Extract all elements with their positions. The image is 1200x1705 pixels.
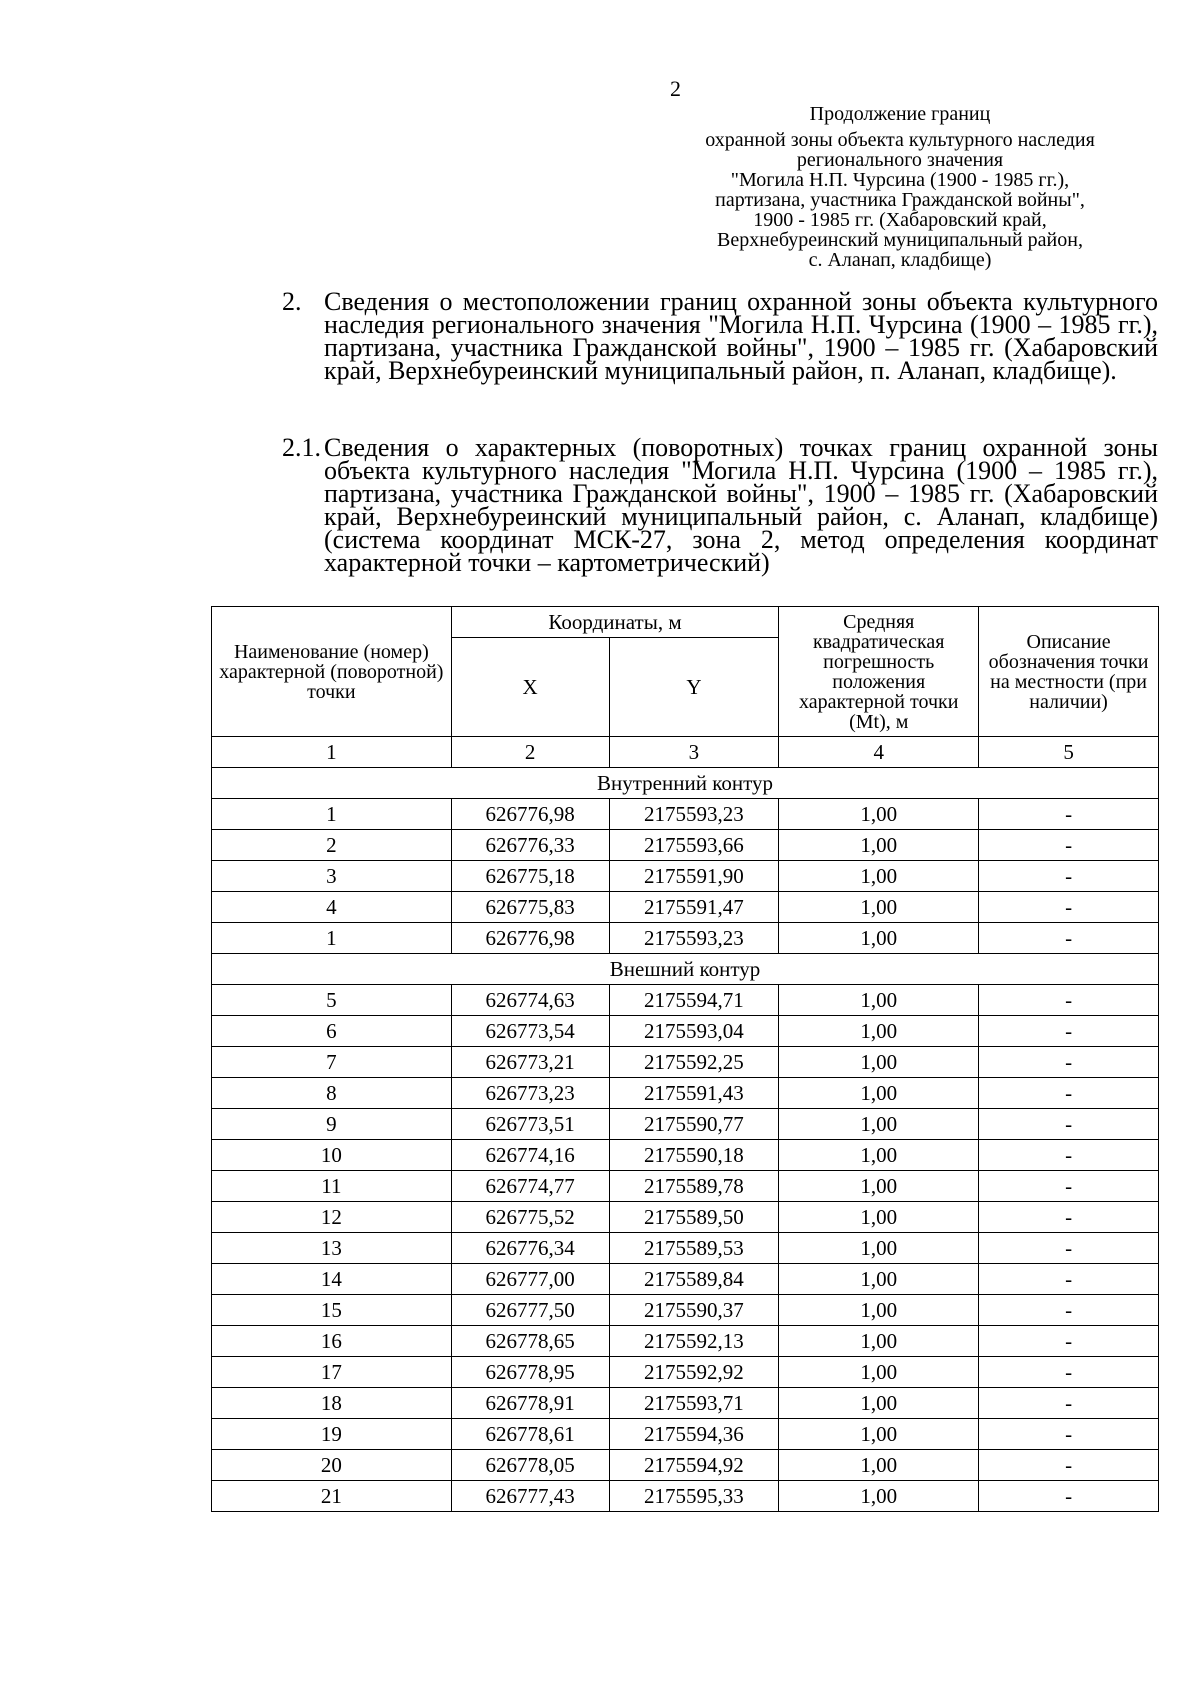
description-cell: -	[979, 923, 1159, 954]
column-number: 1	[212, 737, 452, 768]
y-coordinate-cell: 2175590,37	[609, 1295, 779, 1326]
error-cell: 1,00	[779, 1047, 979, 1078]
x-coordinate-cell: 626773,51	[451, 1109, 609, 1140]
y-coordinate-cell: 2175592,13	[609, 1326, 779, 1357]
table-row	[212, 1450, 1159, 1481]
point-number-cell: 4	[212, 892, 452, 923]
table-row	[212, 1481, 1159, 1512]
point-number-cell: 1	[212, 799, 452, 830]
y-coordinate-cell: 2175595,33	[609, 1481, 779, 1512]
point-number-cell: 6	[212, 1016, 452, 1047]
x-coordinate-cell: 626775,18	[451, 861, 609, 892]
outer-contour-label: Внешний контур	[212, 954, 1159, 985]
description-cell: -	[979, 985, 1159, 1016]
point-number-cell: 21	[212, 1481, 452, 1512]
table-row	[212, 1264, 1159, 1295]
x-coordinate-cell: 626778,05	[451, 1450, 609, 1481]
x-coordinate-cell: 626776,34	[451, 1233, 609, 1264]
error-cell: 1,00	[779, 1016, 979, 1047]
page-number: 2	[670, 76, 681, 101]
y-coordinate-cell: 2175593,04	[609, 1016, 779, 1047]
header-line: "Могила Н.П. Чурсина (1900 - 1985 гг.),	[730, 169, 1070, 191]
table-row	[212, 799, 1159, 830]
point-number-cell: 14	[212, 1264, 452, 1295]
header-line: Верхнебуреинский муниципальный район,	[717, 229, 1083, 251]
description-cell: -	[979, 1481, 1159, 1512]
point-number-cell: 12	[212, 1202, 452, 1233]
table-row	[212, 830, 1159, 861]
y-coordinate-cell: 2175594,71	[609, 985, 779, 1016]
x-coordinate-cell: 626776,33	[451, 830, 609, 861]
section-2-paragraph	[282, 287, 1158, 385]
error-cell: 1,00	[779, 1295, 979, 1326]
x-coordinate-cell: 626774,63	[451, 985, 609, 1016]
description-cell: -	[979, 1450, 1159, 1481]
description-cell: -	[979, 1264, 1159, 1295]
header-line: регионального значения	[796, 149, 1004, 171]
y-coordinate-cell: 2175592,25	[609, 1047, 779, 1078]
point-number-cell: 13	[212, 1233, 452, 1264]
description-cell: -	[979, 861, 1159, 892]
point-number-cell: 10	[212, 1140, 452, 1171]
contour-row	[212, 768, 1159, 799]
point-number-cell: 20	[212, 1450, 452, 1481]
y-coordinate-cell: 2175594,36	[609, 1419, 779, 1450]
section-2-1-number: 2.1.	[282, 433, 321, 462]
table-row	[212, 1326, 1159, 1357]
point-number-cell: 11	[212, 1171, 452, 1202]
x-coordinate-cell: 626775,83	[451, 892, 609, 923]
table-row	[212, 1078, 1159, 1109]
y-coordinate-cell: 2175592,92	[609, 1357, 779, 1388]
error-cell: 1,00	[779, 1078, 979, 1109]
y-coordinate-cell: 2175589,84	[609, 1264, 779, 1295]
point-number-cell: 5	[212, 985, 452, 1016]
description-cell: -	[979, 1047, 1159, 1078]
x-coordinate-cell: 626774,77	[451, 1171, 609, 1202]
error-cell: 1,00	[779, 985, 979, 1016]
description-cell: -	[979, 892, 1159, 923]
description-cell: -	[979, 1233, 1159, 1264]
column-number: 2	[451, 737, 609, 768]
error-cell: 1,00	[779, 892, 979, 923]
error-cell: 1,00	[779, 1450, 979, 1481]
point-number-cell: 7	[212, 1047, 452, 1078]
x-coordinate-cell: 626773,21	[451, 1047, 609, 1078]
table-row	[212, 1388, 1159, 1419]
description-cell: -	[979, 1388, 1159, 1419]
header-point-name: Наименование (номер) характерной (поворотной) точки	[212, 607, 452, 737]
x-coordinate-cell: 626774,16	[451, 1140, 609, 1171]
point-number-cell: 15	[212, 1295, 452, 1326]
error-cell: 1,00	[779, 830, 979, 861]
x-coordinate-cell: 626778,61	[451, 1419, 609, 1450]
description-cell: -	[979, 1016, 1159, 1047]
section-2-1-text: Сведения о характерных (поворотных) точках границ охранной зоны объекта культурного наследия "Могила Н.П. Чурсина (1900 – 1985 гг.), партизана, участника Гражданской войны", 1900 – 1985 гг. (Хабаровский край, Верхнебуреинский муниципальный район, с. Аланап, кладбище) (система координат МСК-27, зона 2, метод определения координат характерной точки – картометрический)	[324, 433, 1158, 577]
y-coordinate-cell: 2175591,90	[609, 861, 779, 892]
table-row	[212, 1419, 1159, 1450]
contour-row	[212, 954, 1159, 985]
table-row	[212, 1295, 1159, 1326]
point-number-cell: 17	[212, 1357, 452, 1388]
table-row	[212, 861, 1159, 892]
error-cell: 1,00	[779, 1357, 979, 1388]
table-body	[212, 768, 1159, 1512]
y-coordinate-cell: 2175589,50	[609, 1202, 779, 1233]
error-cell: 1,00	[779, 1388, 979, 1419]
error-cell: 1,00	[779, 1419, 979, 1450]
header-line: с. Аланап, кладбище)	[808, 249, 992, 271]
table-row	[212, 1357, 1159, 1388]
header-x: X	[451, 638, 609, 737]
column-number: 3	[609, 737, 779, 768]
y-coordinate-cell: 2175591,43	[609, 1078, 779, 1109]
x-coordinate-cell: 626775,52	[451, 1202, 609, 1233]
description-cell: -	[979, 1078, 1159, 1109]
error-cell: 1,00	[779, 861, 979, 892]
table-row	[212, 1171, 1159, 1202]
description-cell: -	[979, 1295, 1159, 1326]
error-cell: 1,00	[779, 1109, 979, 1140]
x-coordinate-cell: 626776,98	[451, 923, 609, 954]
column-number: 5	[979, 737, 1159, 768]
column-number: 4	[779, 737, 979, 768]
description-cell: -	[979, 799, 1159, 830]
x-coordinate-cell: 626777,43	[451, 1481, 609, 1512]
description-cell: -	[979, 1109, 1159, 1140]
header-line: охранной зоны объекта культурного наследия	[705, 129, 1095, 151]
y-coordinate-cell: 2175591,47	[609, 892, 779, 923]
error-cell: 1,00	[779, 1140, 979, 1171]
section-2-1-paragraph	[282, 433, 1158, 577]
error-cell: 1,00	[779, 1233, 979, 1264]
header-coordinates: Координаты, м	[451, 607, 779, 638]
description-cell: -	[979, 1202, 1159, 1233]
table-row	[212, 1140, 1159, 1171]
table-row	[212, 985, 1159, 1016]
x-coordinate-cell: 626777,00	[451, 1264, 609, 1295]
x-coordinate-cell: 626778,95	[451, 1357, 609, 1388]
y-coordinate-cell: 2175589,53	[609, 1233, 779, 1264]
table-row	[212, 1016, 1159, 1047]
point-number-cell: 19	[212, 1419, 452, 1450]
header-y: Y	[609, 638, 779, 737]
section-2-number: 2.	[282, 287, 302, 316]
x-coordinate-cell: 626778,91	[451, 1388, 609, 1419]
y-coordinate-cell: 2175594,92	[609, 1450, 779, 1481]
point-number-cell: 3	[212, 861, 452, 892]
y-coordinate-cell: 2175593,71	[609, 1388, 779, 1419]
point-number-cell: 16	[212, 1326, 452, 1357]
header-line: партизана, участника Гражданской войны",	[715, 189, 1085, 211]
description-cell: -	[979, 1326, 1159, 1357]
description-cell: -	[979, 1140, 1159, 1171]
header-description: Описание обозначения точки на местности (при наличии)	[979, 607, 1159, 737]
error-cell: 1,00	[779, 1202, 979, 1233]
point-number-cell: 2	[212, 830, 452, 861]
inner-contour-label: Внутренний контур	[212, 768, 1159, 799]
header-title: Продолжение границ	[809, 103, 991, 125]
header-error: Средняя квадратическая погрешность положения характерной точки (Mt), м	[779, 607, 979, 737]
description-cell: -	[979, 1419, 1159, 1450]
y-coordinate-cell: 2175590,18	[609, 1140, 779, 1171]
y-coordinate-cell: 2175589,78	[609, 1171, 779, 1202]
description-cell: -	[979, 830, 1159, 861]
error-cell: 1,00	[779, 1171, 979, 1202]
x-coordinate-cell: 626773,23	[451, 1078, 609, 1109]
point-number-cell: 18	[212, 1388, 452, 1419]
table-row	[212, 1202, 1159, 1233]
y-coordinate-cell: 2175593,66	[609, 830, 779, 861]
x-coordinate-cell: 626776,98	[451, 799, 609, 830]
point-number-cell: 8	[212, 1078, 452, 1109]
header-line: 1900 - 1985 гг. (Хабаровский край,	[753, 209, 1047, 231]
y-coordinate-cell: 2175593,23	[609, 923, 779, 954]
error-cell: 1,00	[779, 1326, 979, 1357]
document-header	[640, 104, 1160, 270]
y-coordinate-cell: 2175593,23	[609, 799, 779, 830]
x-coordinate-cell: 626773,54	[451, 1016, 609, 1047]
table-row	[212, 1047, 1159, 1078]
table-row	[212, 1109, 1159, 1140]
error-cell: 1,00	[779, 1481, 979, 1512]
error-cell: 1,00	[779, 1264, 979, 1295]
error-cell: 1,00	[779, 799, 979, 830]
description-cell: -	[979, 1357, 1159, 1388]
table-row	[212, 1233, 1159, 1264]
table-row	[212, 892, 1159, 923]
point-number-cell: 9	[212, 1109, 452, 1140]
y-coordinate-cell: 2175590,77	[609, 1109, 779, 1140]
coordinates-table	[211, 606, 1159, 1512]
point-number-cell: 1	[212, 923, 452, 954]
description-cell: -	[979, 1171, 1159, 1202]
table-row	[212, 923, 1159, 954]
error-cell: 1,00	[779, 923, 979, 954]
x-coordinate-cell: 626777,50	[451, 1295, 609, 1326]
x-coordinate-cell: 626778,65	[451, 1326, 609, 1357]
section-2-text: Сведения о местоположении границ охранной зоны объекта культурного наследия регионального значения "Могила Н.П. Чурсина (1900 – 1985 гг.), партизана, участника Гражданской войны", 1900 – 1985 гг. (Хабаровский край, Верхнебуреинский муниципальный район, п. Аланап, кладбище).	[324, 287, 1158, 385]
